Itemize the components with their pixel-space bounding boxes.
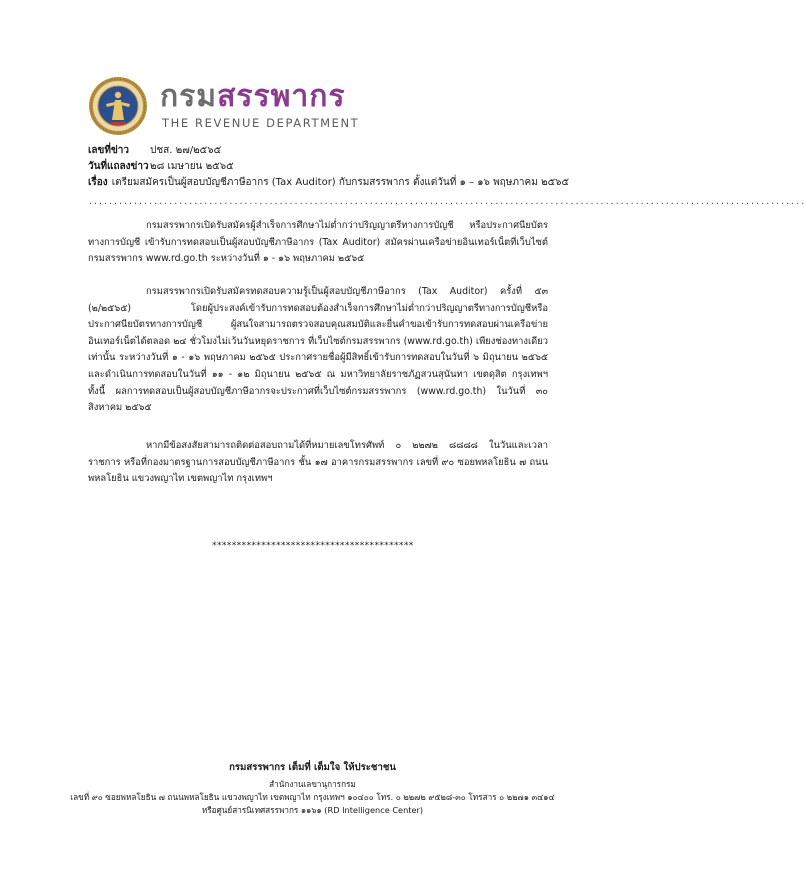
org-name-thai bbox=[160, 80, 346, 114]
org-name-english: THE REVENUE DEPARTMENT bbox=[162, 116, 360, 130]
footer-callcenter: หรือศูนย์สารนิเทศสรรพากร ๑๑๖๑ (RD Intelligence Center) bbox=[201, 805, 424, 815]
org-name-thai-part2: สรรพากร bbox=[217, 79, 346, 114]
separator-line: ............................................................................................................................................... bbox=[88, 197, 805, 206]
footer-address: เลขที่ ๙๐ ซอยพหลโยธิน ๗ ถนนพหลโยธิน แขวงพญาไท เขตพญาไท กรุงเทพฯ ๑๐๔๐๐ โทร. ๐ ๒๒๗๒ ๙๕๒๘-๓๐ โทรสาร ๐ ๒๒๗๑ ๓๔๑๔ bbox=[70, 792, 555, 802]
paragraph-2-text: กรมสรรพากรเปิดรับสมัครทดสอบความรู้เป็นผู้สอบบัญชีภาษีอากร (Tax Auditor) ครั้งที่ ๕๓ (๒/๒๕๖๕) โดยผู้ประสงค์เข้ารับการทดสอบต้องสำเร็จการศึกษาไม่ต่ำกว่าปริญญาตรีทางการบัญชีหรือประกาศนียบัตรทางการบัญชี ผู้สนใจสามารถตรวจสอบคุณสมบัติและยื่นคำขอเข้ารับการทดสอบผ่านเครือข่ายอินเทอร์เน็ตได้ตลอด ๒๔ ชั่วโมงไม่เว้นวันหยุดราชการ ที่เว็บไซต์กรมสรรพากร (www.rd.go.th) เพียงช่องทางเดียวเท่านั้น ระหว่างวันที่ ๑ - ๑๖ พฤษภาคม ๒๕๖๕ ประกาศรายชื่อผู้มีสิทธิ์เข้ารับการทดสอบในวันที่ ๖ มิถุนายน ๒๕๖๕ และดำเนินการทดสอบในวันที่ ๑๑ - ๑๒ มิถุนายน ๒๕๖๕ ณ มหาวิทยาลัยราชภัฏสวนสุนันทา เขตดุสิต กรุงเทพฯ ทั้งนี้ ผลการทดสอบเป็นผู้สอบบัญชีภาษีอากรจะประกาศที่เว็บไซต์กรมสรรพากร (www.rd.go.th) ในวันที่ ๓๐ สิงหาคม ๒๕๖๕ bbox=[88, 286, 548, 414]
subject-value: เตรียมสมัครเป็นผู้สอบบัญชีภาษีอากร (Tax Auditor) กับกรมสรรพากร ตั้งแต่วันที่ ๑ – ๑๖ พฤษภาคม ๒๕๖๕ bbox=[111, 177, 570, 188]
paragraph-1 bbox=[88, 218, 548, 268]
paragraph-1-text: กรมสรรพากรเปิดรับสมัครผู้สำเร็จการศึกษาไม่ต่ำกว่าปริญญาตรีทางการบัญชี หรือประกาศนียบัตรทางการบัญชี เข้ารับการทดสอบเป็นผู้สอบบัญชีภาษีอากร (Tax Auditor) สมัครผ่านเครือข่ายอินเทอร์เน็ตที่เว็บไซต์กรมสรรพากร www.rd.go.th ระหว่างวันที่ ๑ - ๑๖ พฤษภาคม ๒๕๖๕ bbox=[88, 220, 548, 265]
revenue-department-seal-icon bbox=[88, 76, 148, 136]
news-number-value: ปชส. ๒๗/๒๕๖๕ bbox=[150, 145, 222, 156]
org-name-thai-part1: กรม bbox=[160, 79, 218, 114]
news-number-label: เลขที่ข่าว bbox=[88, 145, 130, 156]
paragraph-3-text: หากมีข้อสงสัยสามารถติดต่อสอบถามได้ที่หมายเลขโทรศัพท์ ๐ ๒๒๗๒ ๘๘๘๘ ในวันและเวลาราชการ หรือที่กองมาตรฐานการสอบบัญชีภาษีอากร ชั้น ๑๗ อาคารกรมสรรพากร เลขที่ ๙๐ ซอยพหลโยธิน ๗ ถนนพหลโยธิน แขวงพญาไท เขตพญาไท กรุงเทพฯ bbox=[88, 440, 548, 485]
date-label: วันที่แถลงข่าว bbox=[88, 161, 149, 172]
subject-label: เรื่อง bbox=[88, 177, 108, 188]
footer-office: สำนักงานเลขานุการกรม bbox=[269, 779, 356, 789]
paragraph-3 bbox=[88, 438, 548, 488]
end-of-text-stars: ***************************************** bbox=[211, 541, 414, 551]
footer-slogan: กรมสรรพากร เต็มที่ เต็มใจ ให้ประชาชน bbox=[229, 762, 396, 773]
paragraph-2 bbox=[88, 284, 548, 417]
date-line bbox=[88, 160, 234, 174]
subject-line bbox=[88, 176, 569, 190]
date-value: ๒๘ เมษายน ๒๕๖๕ bbox=[150, 161, 234, 172]
news-number-line bbox=[88, 144, 221, 158]
